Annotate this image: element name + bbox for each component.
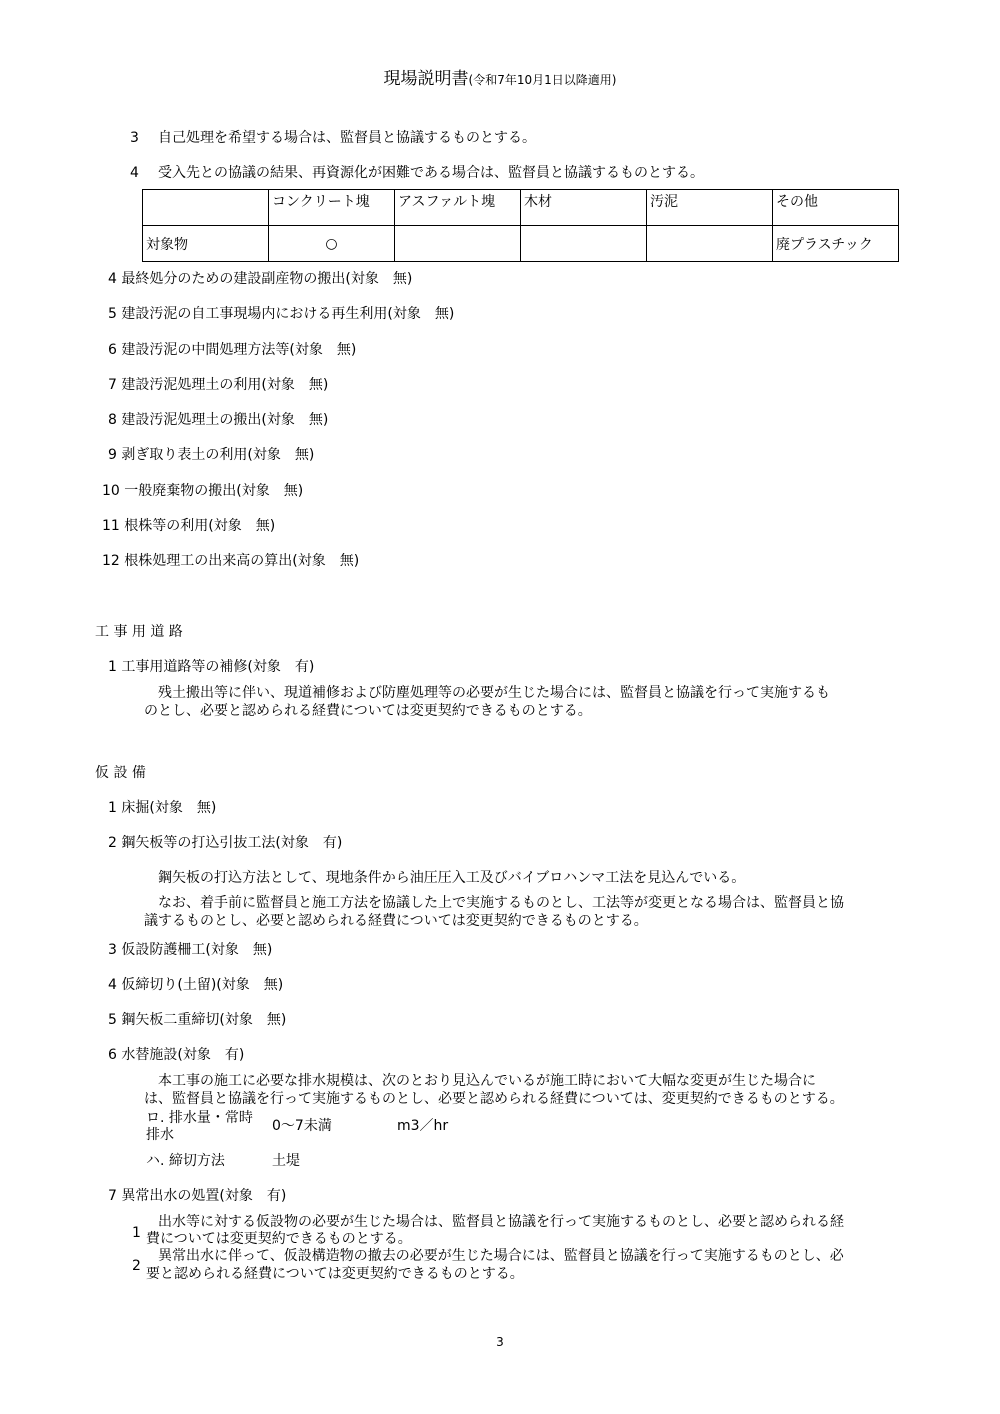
waste-target-table (142, 189, 899, 262)
page-number: 3 (496, 1335, 504, 1349)
table-cell: 廃プラスチック (773, 226, 899, 262)
item-number: 2 (108, 835, 117, 851)
paragraph-line: 残土搬出等に伴い、現道補修および防塵処理等の必要が生じた場合には、監督員と協議を行って実施するも (158, 685, 830, 701)
item-text: 鋼矢板二重締切(対象 無) (121, 1012, 287, 1028)
item-number: 4 (108, 271, 117, 287)
item-text: 根株処理工の出来高の算出(対象 無) (124, 553, 360, 569)
list-item (108, 342, 356, 359)
item-number: 11 (102, 518, 120, 534)
list-item (108, 1188, 286, 1205)
drain-unit: m3／hr (397, 1118, 449, 1134)
paragraph-line: 要と認められる経費については変更契約できるものとする。 (146, 1266, 524, 1282)
table-row (143, 226, 899, 262)
table-header-row (143, 190, 899, 226)
item-text: 建設汚泥の中間処理方法等(対象 無) (121, 342, 357, 358)
paragraph-line: 議するものとし、必要と認められる経費については変更契約できるものとする。 (144, 913, 648, 929)
list-item (108, 1012, 286, 1029)
top-item-4 (130, 165, 139, 182)
drain-value: 0～7未満 (272, 1118, 332, 1134)
list-item (108, 271, 412, 288)
top-item-3-text: 自己処理を希望する場合は、監督員と協議するものとする。 (158, 130, 536, 146)
table-cell: コンクリート塊 (269, 190, 395, 226)
item-number: 3 (108, 942, 117, 958)
table-cell (395, 226, 521, 262)
list-item (108, 1047, 244, 1064)
item-text: 建設汚泥処理土の搬出(対象 無) (121, 412, 329, 428)
item-number: 5 (108, 1012, 117, 1028)
list-item (108, 800, 216, 817)
cofferdam-value: 土堤 (272, 1153, 300, 1169)
list-item (108, 977, 283, 994)
item-text: 異常出水の処置(対象 有) (121, 1188, 287, 1204)
item-number: 8 (108, 412, 117, 428)
cofferdam-label: ハ. 締切方法 (146, 1153, 225, 1169)
paragraph-line: なお、着手前に監督員と施工方法を協議した上で実施するものとし、工法等が変更となる場合は、監督員と協 (158, 895, 844, 911)
list-item (102, 518, 275, 535)
item-number: 1 (108, 800, 117, 816)
list-item (102, 483, 303, 500)
list-item (108, 835, 342, 852)
table-cell (143, 190, 269, 226)
list-item (108, 447, 314, 464)
item-text: 根株等の利用(対象 無) (124, 518, 276, 534)
item-number: 5 (108, 306, 117, 322)
paragraph-line: 異常出水に伴って、仮設構造物の撤去の必要が生じた場合には、監督員と協議を行って実施するものとし、必 (158, 1248, 844, 1264)
page-title: 現場説明書 (383, 69, 469, 89)
table-cell: その他 (773, 190, 899, 226)
item-number: 7 (108, 1188, 117, 1204)
item-number: 12 (102, 553, 120, 569)
item-text: 建設汚泥の自工事現場内における再生利用(対象 無) (121, 306, 455, 322)
drain-label-line1: ロ. 排水量・常時 (146, 1110, 253, 1126)
item-number: 10 (102, 483, 120, 499)
paragraph-line: 費については変更契約できるものとする。 (146, 1231, 412, 1247)
item-number: 6 (108, 1047, 117, 1063)
item-text: 水替施設(対象 有) (121, 1047, 245, 1063)
item-number: 4 (108, 977, 117, 993)
table-cell: 汚泥 (647, 190, 773, 226)
list-item (108, 306, 454, 323)
list-item (108, 942, 272, 959)
list-item (108, 659, 314, 676)
list-item (102, 553, 359, 570)
item-text: 仮締切り(土留)(対象 無) (121, 977, 284, 993)
table-cell: ○ (269, 226, 395, 262)
table-cell: アスファルト塊 (395, 190, 521, 226)
item-text: 鋼矢板等の打込引抜工法(対象 有) (121, 835, 343, 851)
top-item-3 (130, 130, 139, 147)
drain-label (146, 1110, 253, 1144)
item-number: 3 (130, 130, 139, 146)
sub-item-number: 2 (132, 1258, 141, 1274)
item-text: 建設汚泥処理土の利用(対象 無) (121, 377, 329, 393)
sub-item-number: 1 (132, 1225, 141, 1241)
item-text: 剥ぎ取り表土の利用(対象 無) (121, 447, 315, 463)
item-text: 一般廃棄物の搬出(対象 無) (124, 483, 304, 499)
list-item (108, 412, 328, 429)
item-number: 7 (108, 377, 117, 393)
section-heading-road: 工 事 用 道 路 (95, 624, 183, 640)
item-text: 床掘(対象 無) (121, 800, 217, 816)
item-number: 4 (130, 165, 139, 181)
list-item (108, 377, 328, 394)
page-subtitle: (令和7年10月1日以降適用) (468, 73, 617, 87)
paragraph-line: 出水等に対する仮設物の必要が生じた場合は、監督員と協議を行って実施するものとし、必要と認められる経 (158, 1214, 844, 1230)
section-heading-temporary: 仮 設 備 (95, 765, 146, 781)
item-text: 仮設防護柵工(対象 無) (121, 942, 273, 958)
top-item-4-text: 受入先との協議の結果、再資源化が困難である場合は、監督員と協議するものとする。 (158, 165, 704, 181)
table-cell (521, 226, 647, 262)
table-cell: 木材 (521, 190, 647, 226)
table-cell: 対象物 (143, 226, 269, 262)
paragraph-line: は、監督員と協議を行って実施するものとし、必要と認められる経費については、変更契約できるものとする。 (144, 1091, 844, 1107)
paragraph-line: 本工事の施工に必要な排水規模は、次のとおり見込んでいるが施工時において大幅な変更が生じた場合に (158, 1073, 816, 1089)
table-cell (647, 226, 773, 262)
drain-label-line2: 排水 (146, 1127, 174, 1143)
paragraph-line: 鋼矢板の打込方法として、現地条件から油圧圧入工及びバイブロハンマ工法を見込んでいる。 (158, 870, 746, 886)
page-header (0, 64, 1000, 89)
item-number: 1 (108, 659, 117, 675)
item-text: 最終処分のための建設副産物の搬出(対象 無) (121, 271, 413, 287)
paragraph-line: のとし、必要と認められる経費については変更契約できるものとする。 (144, 703, 592, 719)
item-text: 工事用道路等の補修(対象 有) (121, 659, 315, 675)
item-number: 9 (108, 447, 117, 463)
item-number: 6 (108, 342, 117, 358)
